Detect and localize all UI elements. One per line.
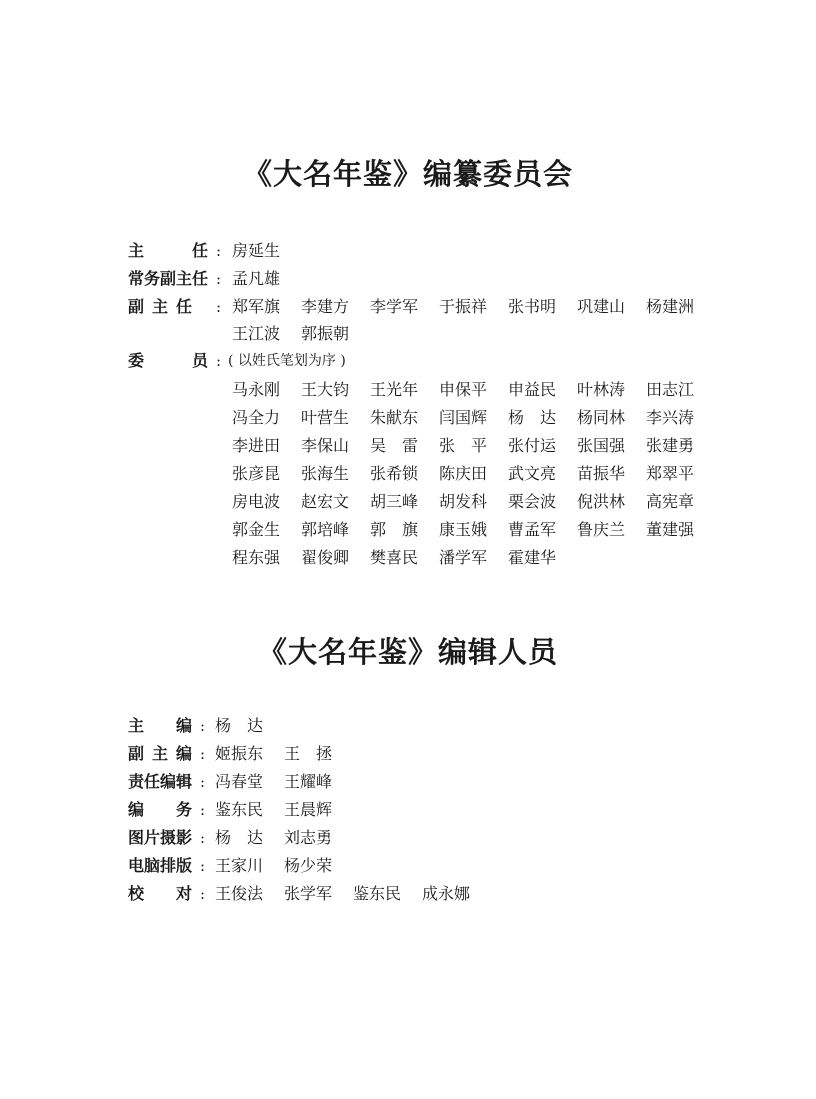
editor-row-proofreading bbox=[128, 881, 728, 907]
person-name: 姬振东 bbox=[215, 744, 264, 763]
editor-role-label: 责任编辑 bbox=[128, 772, 193, 791]
person-name: 王大钧 bbox=[301, 380, 350, 399]
person-name: 杨 达 bbox=[215, 716, 264, 735]
person-name: 闫国辉 bbox=[439, 408, 488, 427]
person-name: 李建方 bbox=[301, 297, 350, 316]
members-line-2 bbox=[232, 405, 732, 431]
person-name: 孟凡雄 bbox=[232, 269, 281, 288]
editor-role-label: 图片摄影 bbox=[128, 828, 193, 847]
person-name: 郭振朝 bbox=[301, 324, 350, 343]
person-name: 冯全力 bbox=[232, 408, 281, 427]
members-row bbox=[128, 348, 728, 374]
colon: : bbox=[216, 352, 222, 370]
person-name: 董建强 bbox=[646, 520, 695, 539]
editor-row-deputy-chief bbox=[128, 741, 728, 767]
person-name: 张书明 bbox=[508, 297, 557, 316]
person-name: 苗振华 bbox=[577, 464, 626, 483]
person-name: 赵宏文 bbox=[301, 492, 350, 511]
person-name: 程东强 bbox=[232, 548, 281, 567]
person-name: 杨 达 bbox=[508, 408, 557, 427]
person-name: 倪洪林 bbox=[577, 492, 626, 511]
person-name: 张希锁 bbox=[370, 464, 419, 483]
person-name: 李保山 bbox=[301, 436, 350, 455]
person-name: 张海生 bbox=[301, 464, 350, 483]
person-name: 胡发科 bbox=[439, 492, 488, 511]
exec-deputy-row bbox=[128, 266, 728, 292]
person-name: 胡三峰 bbox=[370, 492, 419, 511]
person-name: 田志江 bbox=[646, 380, 695, 399]
person-name: 杨 达 bbox=[215, 828, 264, 847]
person-name: 房电波 bbox=[232, 492, 281, 511]
person-name: 王 拯 bbox=[284, 744, 333, 763]
deputy-row bbox=[128, 294, 728, 320]
editor-names bbox=[215, 881, 491, 907]
person-name: 翟俊卿 bbox=[301, 548, 350, 567]
person-name: 郑军旗 bbox=[232, 297, 281, 316]
exec-deputy-label: 常务副主任 bbox=[128, 269, 209, 288]
person-name: 吴 雷 bbox=[370, 436, 419, 455]
person-name: 王耀峰 bbox=[284, 772, 333, 791]
person-name: 冯春堂 bbox=[215, 772, 264, 791]
deputy-names-line-1 bbox=[232, 294, 715, 320]
editors-title: 《大名年鉴》编辑人员 bbox=[257, 635, 558, 669]
editor-names bbox=[215, 741, 353, 767]
person-name: 郑翠平 bbox=[646, 464, 695, 483]
person-name: 王俊法 bbox=[215, 884, 264, 903]
person-name: 张建勇 bbox=[646, 436, 695, 455]
person-name: 郭 旗 bbox=[370, 520, 419, 539]
person-name: 李学军 bbox=[370, 297, 419, 316]
person-name: 于振祥 bbox=[439, 297, 488, 316]
members-line-1 bbox=[232, 377, 732, 403]
person-name: 栗会波 bbox=[508, 492, 557, 511]
person-name: 霍建华 bbox=[508, 548, 557, 567]
person-name: 张彦昆 bbox=[232, 464, 281, 483]
editor-names bbox=[215, 853, 353, 879]
person-name: 陈庆田 bbox=[439, 464, 488, 483]
colon: : bbox=[200, 801, 206, 819]
editor-names bbox=[215, 825, 353, 851]
deputy-names-line-2 bbox=[232, 321, 732, 347]
person-name: 曹孟军 bbox=[508, 520, 557, 539]
person-name: 潘学军 bbox=[439, 548, 488, 567]
person-name: 鉴东民 bbox=[353, 884, 402, 903]
members-line-4 bbox=[232, 461, 732, 487]
person-name: 房延生 bbox=[232, 241, 281, 260]
person-name: 武文亮 bbox=[508, 464, 557, 483]
members-order-note: ( 以姓氏笔划为序 ) bbox=[228, 353, 346, 369]
person-name: 刘志勇 bbox=[284, 828, 333, 847]
editor-names bbox=[215, 769, 353, 795]
person-name: 樊喜民 bbox=[370, 548, 419, 567]
colon: : bbox=[200, 885, 206, 903]
person-name: 王晨辉 bbox=[284, 800, 333, 819]
committee-title: 《大名年鉴》编纂委员会 bbox=[242, 157, 573, 191]
director-names bbox=[232, 238, 301, 264]
members-line-7 bbox=[232, 545, 732, 571]
person-name: 张国强 bbox=[577, 436, 626, 455]
editor-row-chief bbox=[128, 713, 728, 739]
editor-role-label: 副 主 编 bbox=[128, 744, 193, 763]
members-line-3 bbox=[232, 433, 732, 459]
editor-role-label: 电脑排版 bbox=[128, 856, 193, 875]
person-name: 申益民 bbox=[508, 380, 557, 399]
person-name: 张学军 bbox=[284, 884, 333, 903]
colon: : bbox=[200, 745, 206, 763]
editor-row-affairs bbox=[128, 797, 728, 823]
editor-role-label: 主 编 bbox=[128, 716, 193, 735]
person-name: 杨同林 bbox=[577, 408, 626, 427]
editor-names bbox=[215, 797, 353, 823]
members-line-6 bbox=[232, 517, 732, 543]
person-name: 王光年 bbox=[370, 380, 419, 399]
editor-row-responsible bbox=[128, 769, 728, 795]
colon: : bbox=[200, 829, 206, 847]
person-name: 叶林涛 bbox=[577, 380, 626, 399]
person-name: 鲁庆兰 bbox=[577, 520, 626, 539]
person-name: 高宪章 bbox=[646, 492, 695, 511]
director-label: 主 任 bbox=[128, 241, 209, 260]
editor-role-label: 校 对 bbox=[128, 884, 193, 903]
person-name: 成永娜 bbox=[422, 884, 471, 903]
editor-row-photography bbox=[128, 825, 728, 851]
person-name: 巩建山 bbox=[577, 297, 626, 316]
person-name: 杨少荣 bbox=[284, 856, 333, 875]
colon: : bbox=[200, 717, 206, 735]
person-name: 李兴涛 bbox=[646, 408, 695, 427]
colon: : bbox=[200, 857, 206, 875]
members-line-5 bbox=[232, 489, 732, 515]
person-name: 叶营生 bbox=[301, 408, 350, 427]
person-name: 申保平 bbox=[439, 380, 488, 399]
person-name: 朱献东 bbox=[370, 408, 419, 427]
exec-deputy-names bbox=[232, 266, 301, 292]
person-name: 郭金生 bbox=[232, 520, 281, 539]
person-name: 李进田 bbox=[232, 436, 281, 455]
colon: : bbox=[216, 242, 222, 260]
director-row bbox=[128, 238, 728, 264]
colon: : bbox=[216, 298, 222, 316]
deputy-label: 副 主 任 bbox=[128, 297, 193, 316]
editor-role-label: 编 务 bbox=[128, 800, 193, 819]
person-name: 王家川 bbox=[215, 856, 264, 875]
colon: : bbox=[200, 773, 206, 791]
person-name: 郭培峰 bbox=[301, 520, 350, 539]
editor-names bbox=[215, 713, 284, 739]
person-name: 康玉娥 bbox=[439, 520, 488, 539]
editor-row-typesetting bbox=[128, 853, 728, 879]
members-label: 委 员 bbox=[128, 351, 209, 370]
person-name: 马永刚 bbox=[232, 380, 281, 399]
person-name: 张付运 bbox=[508, 436, 557, 455]
colon: : bbox=[216, 270, 222, 288]
person-name: 杨建洲 bbox=[646, 297, 695, 316]
person-name: 王江波 bbox=[232, 324, 281, 343]
person-name: 鉴东民 bbox=[215, 800, 264, 819]
person-name: 张 平 bbox=[439, 436, 488, 455]
